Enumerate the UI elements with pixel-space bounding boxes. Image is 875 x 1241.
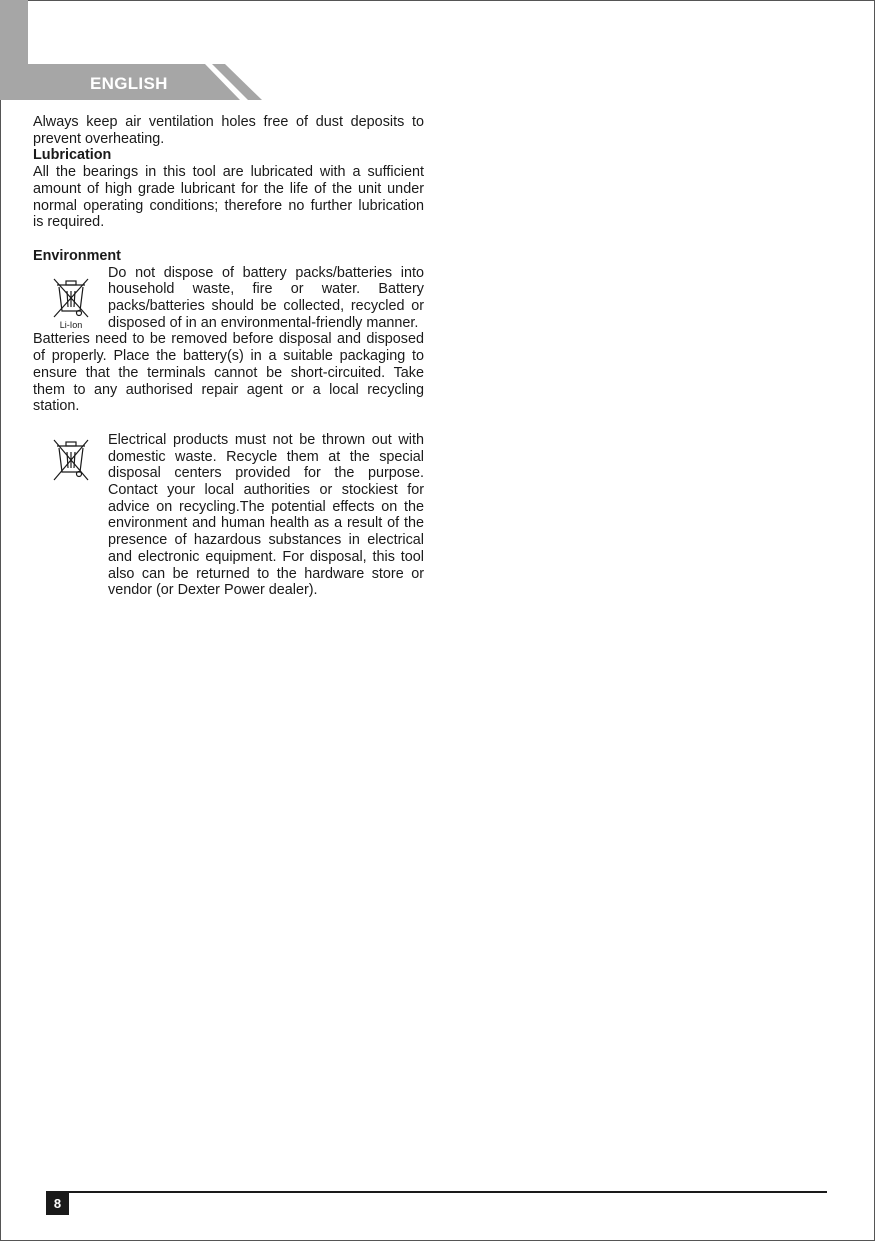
page-number: 8 [46, 1193, 69, 1215]
crossed-bin-li-ion-icon [51, 275, 91, 331]
battery-disposal-block [33, 265, 424, 332]
electrical-disposal-paragraph: Electrical products must not be thrown out with domestic waste. Recycle them at the special disposal centers provided for the purpose. Contact your local authorities or stockiest for advice on recycling.The potential effects on the environment and human health as a result of the presence of hazardous substances in electrical and electronic equipment. For disposal, this tool also can be returned to the hardware store or vendor (or Dexter Power dealer). [108, 431, 424, 599]
ventilation-paragraph: Always keep air ventilation holes free of dust deposits to prevent overheating. [33, 114, 424, 147]
environment-heading: Environment [33, 247, 121, 264]
language-label: ENGLISH [90, 74, 168, 93]
lubrication-heading: Lubrication [33, 147, 112, 164]
weee-disposal-block [33, 432, 424, 599]
spacer [33, 415, 424, 432]
battery-removal-paragraph: Batteries need to be removed before disposal and disposed of properly. Place the battery(s) in a suitable packaging to ensure that the terminals cannot be short-circuited. Take them to any authorised repair agent or a local recycling station. [33, 331, 424, 415]
battery-disposal-paragraph: Do not dispose of battery packs/batteries into household waste, fire or water. Battery packs/batteries should be collected, recycled or disposed of in an environmental-friendly manner. [108, 264, 424, 331]
header-tab-stem [0, 0, 28, 64]
document-body [33, 114, 424, 599]
lubrication-paragraph: All the bearings in this tool are lubricated with a sufficient amount of high grade lubricant for the life of the unit under normal operating conditions; therefore no further lubrication is required. [33, 164, 424, 231]
spacer [33, 231, 424, 248]
li-ion-label: Li-Ion [59, 319, 83, 330]
crossed-bin-weee-icon [51, 436, 91, 492]
footer-rule [46, 1191, 827, 1193]
